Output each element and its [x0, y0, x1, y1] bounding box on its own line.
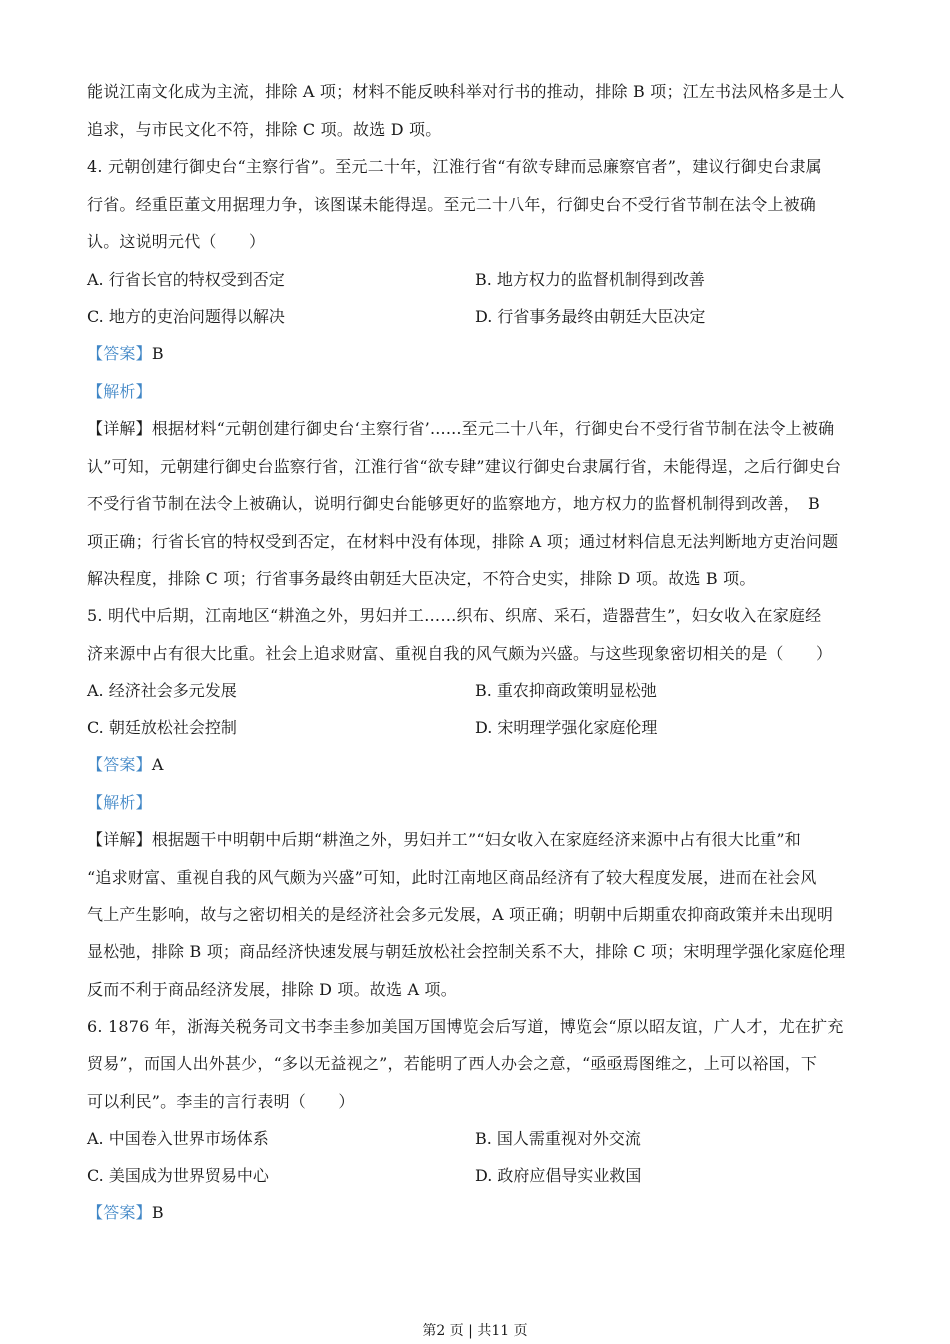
analysis-tag: 【解析】 — [87, 382, 152, 401]
answer-tag: 【答案】 — [87, 344, 152, 363]
detail-tag: 【详解】 — [87, 419, 152, 438]
q4-option-a: A. 行省长官的特权受到否定 — [87, 270, 285, 289]
text-line: 能说江南文化成为主流，排除 A 项；材料不能反映科举对行书的推动，排除 B 项；江左书法风格多是士人 — [87, 82, 845, 101]
q4-analysis — [87, 382, 867, 402]
q6-option-c: C. 美国成为世界贸易中心 — [87, 1166, 269, 1185]
text-line: 项正确；行省长官的特权受到否定，在材料中没有体现，排除 A 项；通过材料信息无法判断地方吏治问题 — [87, 532, 839, 551]
detail-text: 根据材料“元朝创建行御史台‘主察行省’......至元二十八年，行御史台不受行省节制在法令上被确 — [151, 419, 835, 438]
q4-option-b: B. 地方权力的监督机制得到改善 — [475, 270, 705, 289]
q5-option-b: B. 重农抑商政策明显松弛 — [475, 681, 657, 700]
question-6-stem: 可以利民”。李圭的言行表明（ ） — [87, 1092, 355, 1111]
question-6-stem: 6. 1876 年，浙海关税务司文书李圭参加美国万国博览会后写道，博览会“原以昭友谊，广人才，尤在扩充 — [87, 1017, 844, 1036]
q6-option-a: A. 中国卷入世界市场体系 — [87, 1129, 269, 1148]
question-4-stem: 认。这说明元代（ ） — [87, 232, 266, 251]
analysis-tag: 【解析】 — [87, 793, 152, 812]
q6-answer — [87, 1203, 867, 1223]
q5-analysis — [87, 793, 867, 813]
q5-option-d: D. 宋明理学强化家庭伦理 — [475, 718, 658, 737]
answer-value: A — [151, 755, 164, 774]
text-line: 解决程度，排除 C 项；行省事务最终由朝廷大臣决定，不符合史实，排除 D 项。故选 B 项。 — [87, 569, 756, 588]
q4-option-d: D. 行省事务最终由朝廷大臣决定 — [475, 307, 706, 326]
answer-tag: 【答案】 — [87, 755, 152, 774]
question-6-stem: 贸易”，而国人出外甚少，“多以无益视之”，若能明了西人办会之意，“亟亟焉图维之，上可以裕国，下 — [87, 1054, 818, 1073]
question-4-stem: 4. 元朝创建行御史台“主察行省”。至元二十年，江淮行省“有欲专肆而忌廉察官者”，建议行御史台隶属 — [87, 157, 822, 176]
question-5-stem: 5. 明代中后期，江南地区“耕渔之外，男妇并工……织布、织席、采石，造器营生”，妇女收入在家庭经 — [87, 606, 822, 625]
q4-answer — [87, 344, 867, 364]
q5-answer — [87, 755, 867, 775]
q5-detail — [87, 830, 867, 850]
detail-tag: 【详解】 — [87, 830, 152, 849]
page-footer: 第2 页 | 共11 页 — [422, 1323, 528, 1339]
q4-option-c: C. 地方的吏治问题得以解决 — [87, 307, 285, 326]
answer-value: B — [151, 1203, 164, 1222]
text-line: 气上产生影响，故与之密切相关的是经济社会多元发展，A 项正确；明朝中后期重农抑商政策并未出现明 — [87, 905, 834, 924]
q6-option-b: B. 国人需重视对外交流 — [475, 1129, 641, 1148]
question-4-stem: 行省。经重臣董文用据理力争，该图谋未能得逞。至元二十八年，行御史台不受行省节制在法令上被确 — [87, 195, 817, 214]
detail-text: 根据题干中明朝中后期“耕渔之外，男妇并工”“妇女收入在家庭经济来源中占有很大比重”和 — [151, 830, 801, 849]
q5-option-c: C. 朝廷放松社会控制 — [87, 718, 237, 737]
text-line: 认”可知，元朝建行御史台监察行省，江淮行省“欲专肆”建议行御史台隶属行省，未能得逞，之后行御史台 — [87, 457, 842, 476]
text-line: “追求财富、重视自我的风气颇为兴盛”可知，此时江南地区商品经济有了较大程度发展，进而在社会风 — [87, 868, 817, 887]
text-line: 追求，与市民文化不符，排除 C 项。故选 D 项。 — [87, 120, 442, 139]
question-5-stem: 济来源中占有很大比重。社会上追求财富、重视自我的风气颇为兴盛。与这些现象密切相关的是（ ） — [87, 644, 833, 663]
answer-tag: 【答案】 — [87, 1203, 152, 1222]
q4-detail — [87, 419, 867, 439]
text-line: 反而不利于商品经济发展，排除 D 项。故选 A 项。 — [87, 980, 457, 999]
q6-option-d: D. 政府应倡导实业救国 — [475, 1166, 642, 1185]
text-line: 显松弛，排除 B 项；商品经济快速发展与朝廷放松社会控制关系不大，排除 C 项；宋明理学强化家庭伦理 — [87, 942, 846, 961]
answer-value: B — [151, 344, 164, 363]
q5-option-a: A. 经济社会多元发展 — [87, 681, 237, 700]
text-line: 不受行省节制在法令上被确认，说明行御史台能够更好的监察地方，地方权力的监督机制得到改善， B — [87, 494, 820, 513]
